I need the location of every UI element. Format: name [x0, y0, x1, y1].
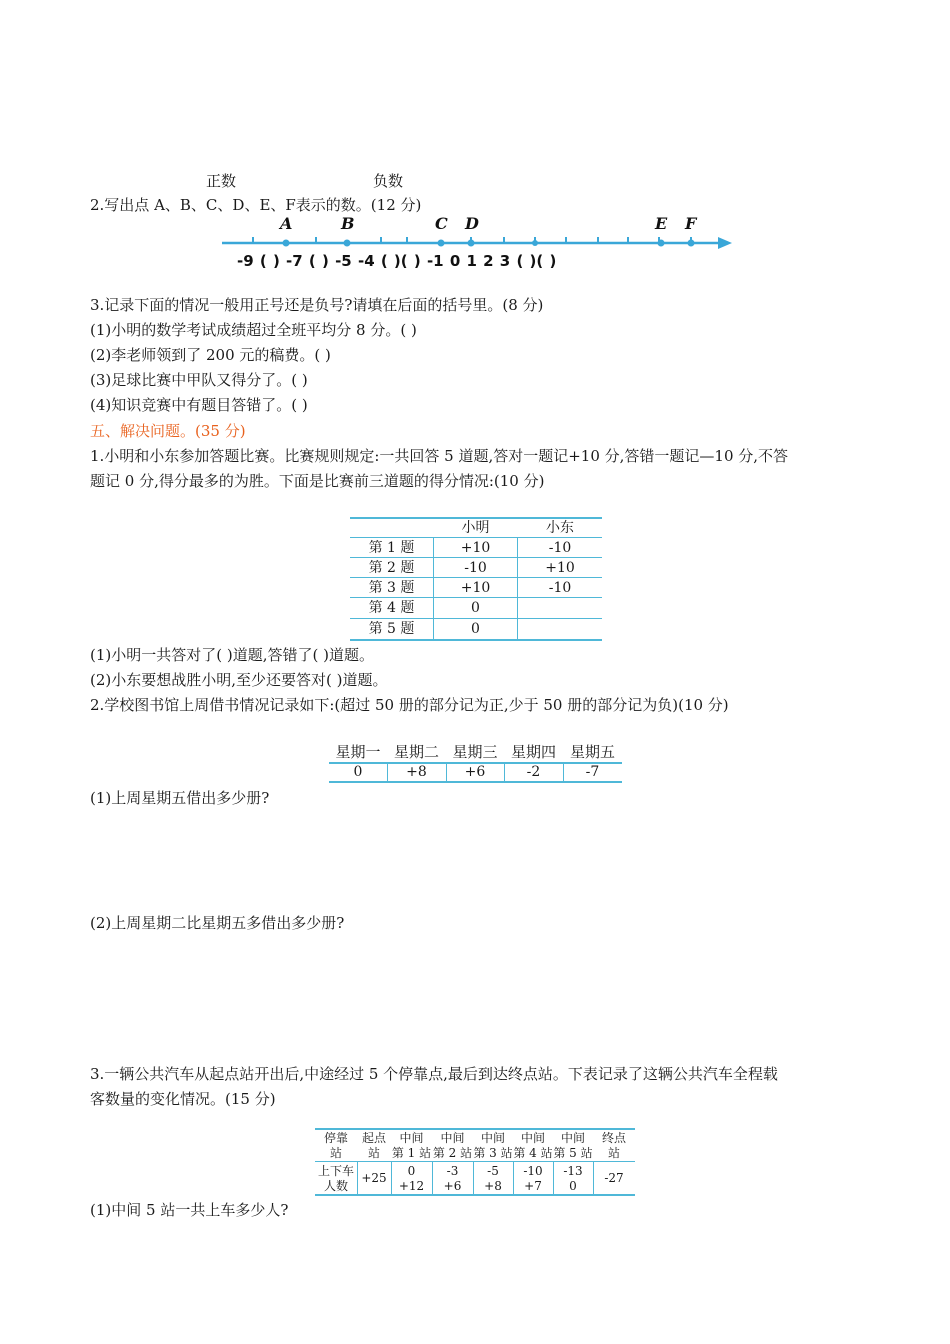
q2-title: 2.写出点 A、B、C、D、E、F表示的数。(12 分): [90, 196, 422, 214]
p1-sub2: (2)小东要想战胜小明,至少还要答对( )道题。: [90, 671, 388, 689]
point-e-label: E: [655, 214, 668, 233]
p3-sub1: (1)中间 5 站一共上车多少人?: [90, 1201, 289, 1219]
q3-title: 3.记录下面的情况一般用正号还是负号?请填在后面的括号里。(8 分): [90, 296, 544, 314]
p3-header: 站: [329, 1146, 342, 1160]
p3-text-line1: 3.一辆公共汽车从起点站开出后,中途经过 5 个停靠点,最后到达终点站。下表记录了这辆公共汽车全程载: [90, 1065, 778, 1083]
label-positive: 正数: [206, 172, 237, 190]
point-b-dot: [344, 240, 351, 247]
p3-header: 第 2 站: [432, 1146, 473, 1160]
section-5-title: 五、解决问题。(35 分): [90, 422, 246, 440]
p3-mid-top: -5: [487, 1164, 499, 1178]
point-b-label: B: [341, 214, 355, 233]
p1-row-label: 第 4 题: [368, 600, 415, 616]
number-line-tick-row: -9 ( ) -7 ( ) -5 -4 ( )( ) -1 0 1 2 3 ( )( ): [237, 252, 557, 270]
p2-header: 星期二: [393, 743, 439, 761]
p2-header: 星期一: [335, 743, 381, 761]
p1-cell: +10: [545, 560, 575, 576]
p3-header: 停靠: [323, 1131, 348, 1145]
point-d-dot: [468, 240, 475, 247]
p3-header: 第 4 站: [513, 1146, 553, 1160]
p1-score-table: [350, 517, 602, 641]
p2-sub2: (2)上周星期二比星期五多借出多少册?: [90, 914, 345, 932]
p3-start-value: +25: [361, 1171, 387, 1185]
p2-sub1: (1)上周星期五借出多少册?: [90, 789, 270, 807]
p1-cell: 0: [471, 621, 480, 637]
p1-row-label: 第 1 题: [368, 540, 415, 556]
p3-end-value: -27: [604, 1171, 624, 1185]
p2-value: -7: [585, 764, 600, 780]
point-c-dot: [438, 240, 445, 247]
p2-header: 星期五: [569, 743, 615, 761]
q3-item-3: (3)足球比赛中甲队又得分了。( ): [90, 371, 308, 389]
p3-header: 第 1 站: [391, 1146, 432, 1160]
p1-text-line1: 1.小明和小东参加答题比赛。比赛规则规定:一共回答 5 道题,答对一题记+10 分,答错一题记—10 分,不答: [90, 447, 789, 465]
p3-row-label: 上下车: [317, 1164, 354, 1178]
p1-row-label: 第 2 题: [368, 560, 415, 576]
point-f-dot: [688, 240, 695, 247]
q3-item-4: (4)知识竞赛中有题目答错了。( ): [90, 396, 308, 414]
p1-cell: -10: [548, 580, 572, 596]
p2-value: +6: [464, 764, 486, 780]
p1-header-xiaoming: 小明: [461, 520, 490, 536]
p3-header: 中间: [560, 1131, 585, 1145]
p3-bus-table: [315, 1128, 635, 1196]
point-f-label: F: [685, 214, 697, 233]
p2-text: 2.学校图书馆上周借书情况记录如下:(超过 50 册的部分记为正,少于 50 册的部分记为负)(10 分): [90, 696, 729, 714]
point-d-label: D: [465, 214, 479, 233]
point-a-label: A: [280, 214, 293, 233]
p3-header: 站: [367, 1146, 380, 1160]
p1-sub1: (1)小明一共答对了( )道题,答错了( )道题。: [90, 646, 374, 664]
p3-mid-bottom: +6: [443, 1179, 462, 1193]
p3-mid-bottom: 0: [569, 1179, 577, 1193]
p3-mid-bottom: +8: [484, 1179, 502, 1193]
p3-header: 起点: [361, 1131, 386, 1145]
p3-header: 站: [607, 1146, 620, 1160]
p2-value: 0: [353, 764, 363, 780]
p3-header: 中间: [520, 1131, 545, 1145]
p3-mid-top: -10: [523, 1164, 543, 1178]
arrow-right-icon: [718, 237, 732, 249]
p3-header: 中间: [480, 1131, 505, 1145]
p3-mid-bottom: +7: [524, 1179, 542, 1193]
p3-header: 中间: [399, 1131, 424, 1145]
p2-header: 星期三: [452, 743, 498, 761]
p3-text-line2: 客数量的变化情况。(15 分): [90, 1090, 276, 1108]
p1-cell: -10: [464, 560, 487, 576]
p3-mid-top: -3: [446, 1164, 459, 1178]
p1-header-xiaodong: 小东: [546, 520, 574, 536]
p3-header: 终点: [601, 1131, 626, 1145]
p1-cell: +10: [460, 540, 491, 556]
p2-header: 星期四: [510, 743, 556, 761]
point-e-dot: [658, 240, 665, 247]
p3-header: 中间: [440, 1131, 465, 1145]
p3-mid-bottom: +12: [398, 1179, 425, 1193]
p3-mid-top: -13: [563, 1164, 583, 1178]
label-negative: 负数: [373, 172, 404, 190]
point-c-label: C: [435, 214, 448, 233]
p3-mid-top: 0: [407, 1164, 416, 1178]
p3-row-label: 人数: [323, 1179, 348, 1193]
p1-cell: +10: [460, 580, 491, 596]
q3-item-2: (2)李老师领到了 200 元的稿费。( ): [90, 346, 331, 364]
p1-text-line2: 题记 0 分,得分最多的为胜。下面是比赛前三道题的得分情况:(10 分): [90, 472, 545, 490]
p3-header: 第 5 站: [553, 1146, 593, 1160]
q3-item-1: (1)小明的数学考试成绩超过全班平均分 8 分。( ): [90, 321, 417, 339]
zero-dot: [532, 240, 538, 246]
p2-library-table: [329, 741, 622, 783]
p1-row-label: 第 3 题: [368, 580, 415, 596]
point-a-dot: [283, 240, 290, 247]
p2-value: -2: [526, 764, 541, 780]
p3-header: 第 3 站: [473, 1146, 513, 1160]
p1-cell: -10: [548, 540, 572, 556]
p2-value: +8: [406, 764, 427, 780]
p1-row-label: 第 5 题: [368, 621, 415, 637]
p1-cell: 0: [471, 600, 480, 616]
